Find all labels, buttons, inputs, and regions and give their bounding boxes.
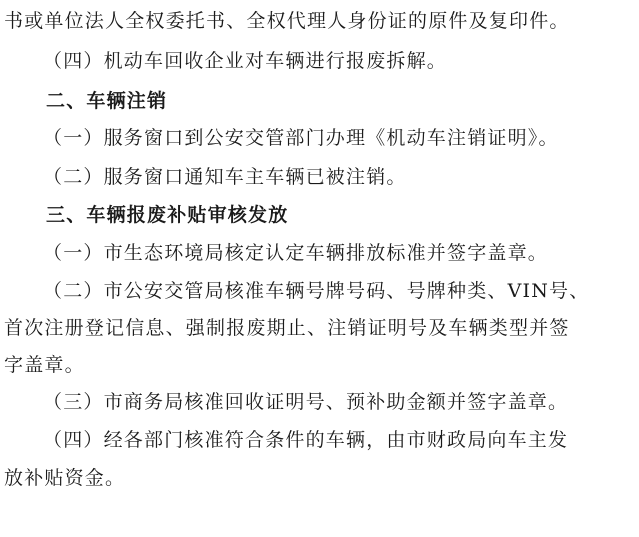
paragraph-item-1-cancellation-certificate: （一）服务窗口到公安交管部门办理《机动车注销证明》。 — [43, 127, 559, 149]
paragraph-item-1-emission-standard: （一）市生态环境局核定认定车辆排放标准并签字盖章。 — [43, 242, 549, 264]
paragraph-item-2-line-1: （二）市公安交管局核准车辆号牌号码、号牌种类、VIN号、 — [43, 280, 590, 302]
section-heading-3: 三、车辆报废补贴审核发放 — [46, 204, 289, 226]
paragraph-item-4-line-2: 放补贴资金。 — [4, 467, 126, 489]
paragraph-item-2-line-2: 首次注册登记信息、强制报废期止、注销证明号及车辆类型并签 — [4, 317, 570, 339]
paragraph-line-1: 书或单位法人全权委托书、全权代理人身份证的原件及复印件。 — [4, 10, 570, 32]
paragraph-item-3-recycling-certificate: （三）市商务局核准回收证明号、预补助金额并签字盖章。 — [43, 391, 569, 413]
paragraph-item-2-notify-owner: （二）服务窗口通知车主车辆已被注销。 — [43, 166, 407, 188]
paragraph-item-4-line-1: （四）经各部门核准符合条件的车辆，由市财政局向车主发 — [43, 429, 569, 451]
paragraph-item-4-dismantling: （四）机动车回收企业对车辆进行报废拆解。 — [43, 50, 448, 72]
section-heading-2: 二、车辆注销 — [46, 90, 168, 112]
paragraph-item-2-line-3: 字盖章。 — [4, 354, 85, 376]
